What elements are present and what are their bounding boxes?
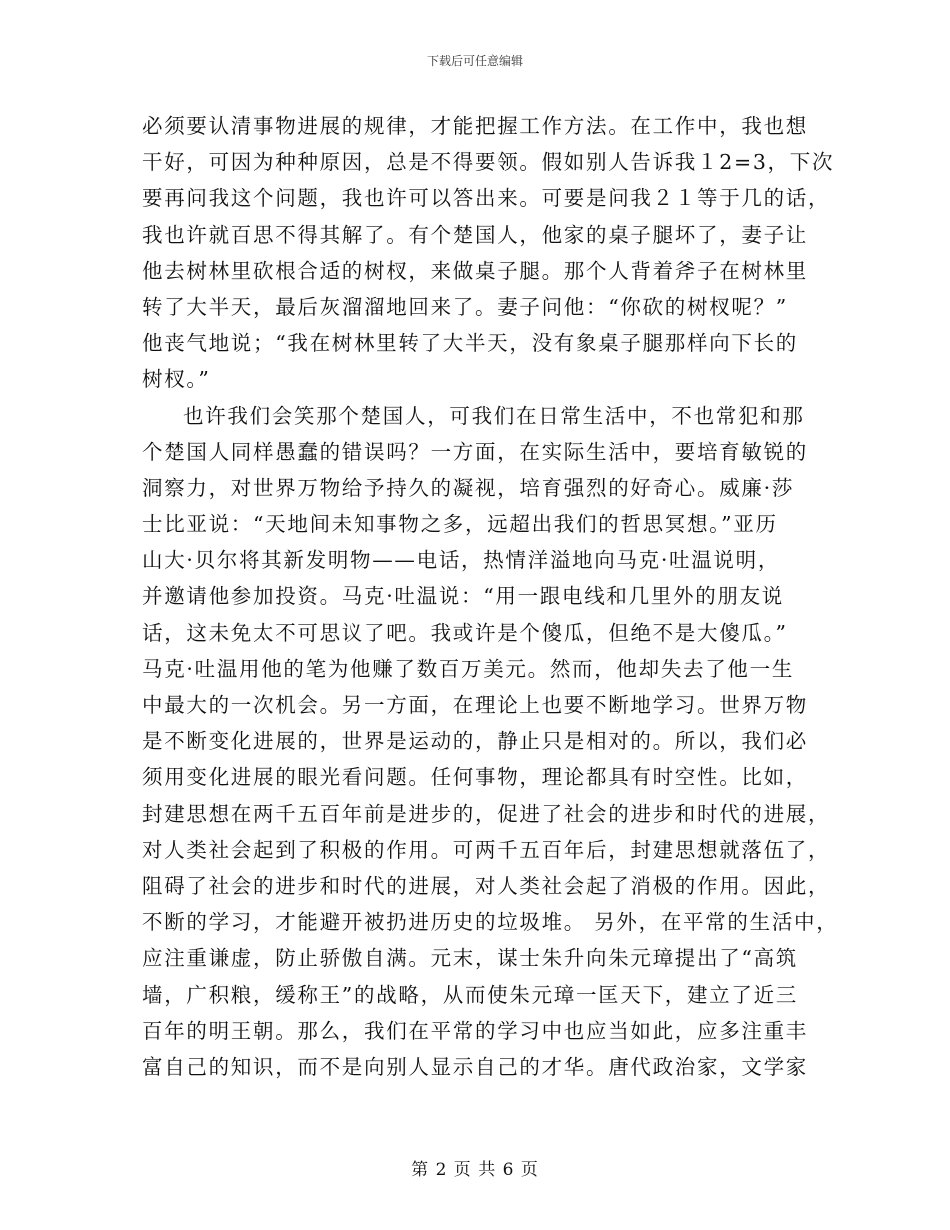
text-line: 须用变化进展的眼光看问题。任何事物，理论都具有时空性。比如，: [142, 765, 808, 790]
text-line: 富自己的知识，而不是向别人显示自己的才华。唐代政治家，文学家: [142, 1054, 808, 1079]
text-line: 阻碍了社会的进步和时代的进展，对人类社会起了消极的作用。因此，: [142, 873, 831, 898]
text-line: 他去树林里砍根合适的树杈，来做桌子腿。那个人背着斧子在树林里: [142, 258, 808, 283]
text-line: 并邀请他参加投资。马克·吐温说：“用一跟电线和几里外的朋友说: [142, 584, 784, 609]
text-line: 干好，可因为种种原因，总是不得要领。假如别人告诉我１2=3，下次: [142, 150, 835, 175]
text-line: 转了大半天，最后灰溜溜地回来了。妻子问他：“你砍的树杈呢？”: [142, 294, 788, 319]
text-line: 我也许就百思不得其解了。有个楚国人，他家的桌子腿坏了，妻子让: [142, 222, 808, 247]
text-line: 要再问我这个问题，我也许可以答出来。可要是问我２１等于几的话，: [142, 186, 831, 211]
text-line: 对人类社会起到了积极的作用。可两千五百年后，封建思想就落伍了，: [142, 837, 831, 862]
text-line: 不断的学习，才能避开被扔进历史的垃圾堆。 另外，在平常的生活中，: [142, 910, 839, 935]
text-line: 中最大的一次机会。另一方面，在理论上也要不断地学习。世界万物: [142, 693, 808, 717]
text-line: 山大·贝尔将其新发明物——电话，热情洋溢地向马克·吐温说明，: [142, 548, 781, 573]
text-line: 话，这未免太不可思议了吧。我或许是个傻瓜，但绝不是大傻瓜。”: [142, 620, 788, 645]
text-line: 马克·吐温用他的笔为他赚了数百万美元。然而，他却失去了他一生: [142, 656, 795, 681]
text-line: 必须要认清事物进展的规律，才能把握工作方法。在工作中，我也想: [142, 114, 808, 138]
text-line: 应注重谦虚，防止骄傲自满。元末，谋士朱升向朱元璋提出了“高筑: [142, 946, 798, 971]
text-line: 士比亚说：“天地间未知事物之多，远超出我们的哲思冥想。”亚历: [142, 512, 778, 537]
text-line: 洞察力，对世界万物给予持久的凝视，培育强烈的好奇心。威廉·莎: [142, 475, 795, 500]
paragraph-start-line: 也许我们会笑那个楚国人，可我们在日常生活中，不也常犯和那: [183, 403, 805, 428]
text-line: 个楚国人同样愚蠢的错误吗？一方面，在实际生活中，要培育敏锐的: [142, 439, 808, 464]
text-line: 树杈。”: [142, 367, 211, 392]
text-line: 百年的明王朝。那么，我们在平常的学习中也应当如此，应多注重丰: [142, 1018, 808, 1043]
page-number-footer: 第 2 页 共 6 页: [411, 1160, 539, 1180]
document-body: [142, 108, 839, 1085]
text-line: 他丧气地说；“我在树林里转了大半天，没有象桌子腿那样向下长的: [142, 331, 798, 356]
text-line: 是不断变化进展的，世界是运动的，静止只是相对的。所以，我们必: [142, 729, 808, 754]
text-line: 墙，广积粮，缓称王”的战略，从而使朱元璋一匡天下，建立了近三: [142, 982, 798, 1007]
text-line: 封建思想在两千五百年前是进步的，促进了社会的进步和时代的进展，: [142, 801, 831, 826]
page-header: 下载后可任意编辑: [426, 54, 523, 68]
